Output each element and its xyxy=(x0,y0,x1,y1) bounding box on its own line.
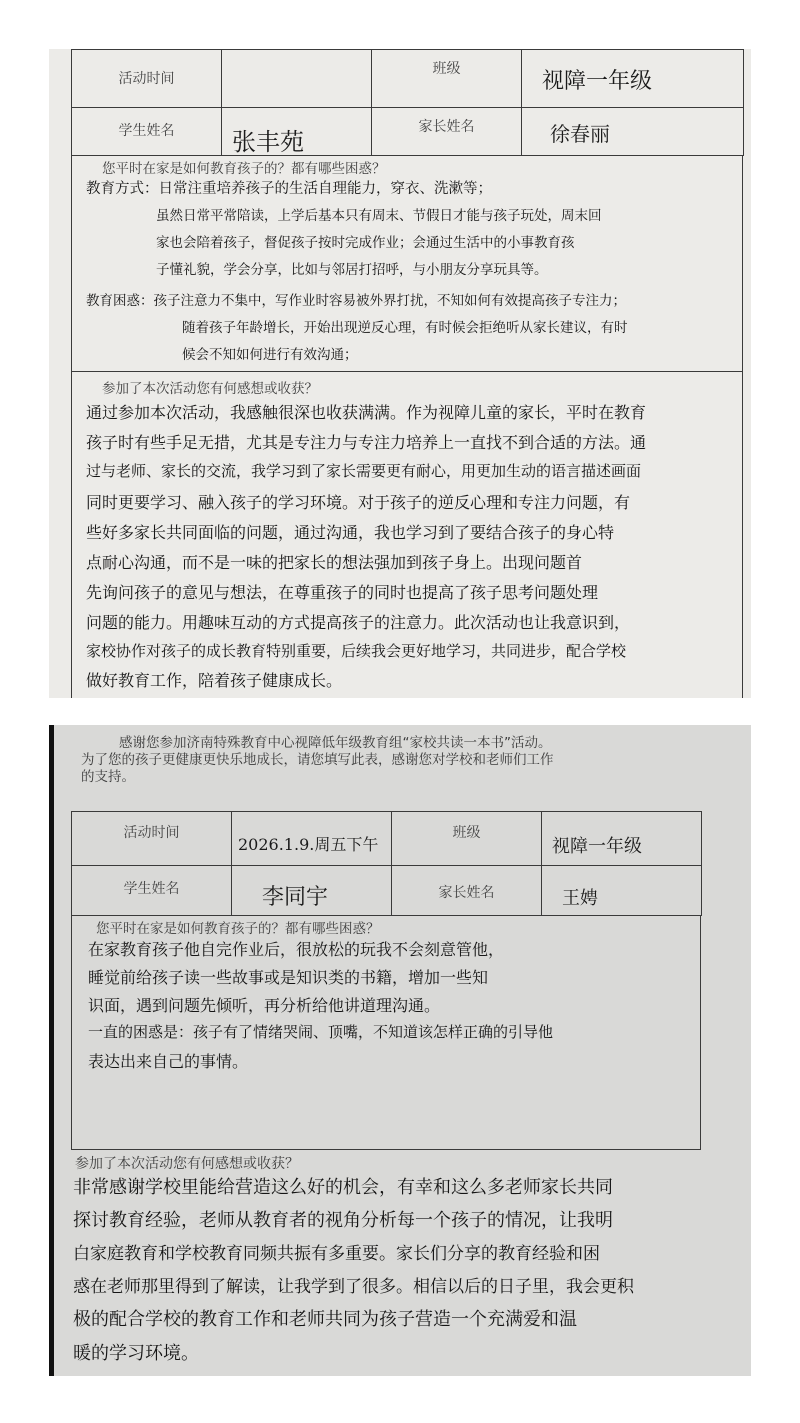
activity-time-value-cell xyxy=(232,812,392,866)
info-table-1 xyxy=(71,49,744,156)
activity-time-label: 活动时间 xyxy=(118,71,175,87)
answer-line: 一直的困惑是：孩子有了情绪哭闹、顶嘴，不知道该怎样正确的引导他 xyxy=(88,1023,554,1041)
question-1: 您平时在家是如何教育孩子的？都有哪些困惑？ xyxy=(96,921,380,937)
activity-time-label-cell xyxy=(72,812,232,866)
parent-name-value: 徐春丽 xyxy=(550,122,610,146)
section-divider xyxy=(71,1149,701,1150)
parent-value-cell xyxy=(542,866,702,916)
answer-line: 点耐心沟通，而不是一味的把家长的想法强加到孩子身上。出现问题首 xyxy=(86,553,583,572)
student-name-label: 学生姓名 xyxy=(118,123,175,139)
answer-line: 探讨教育经验，老师从教育者的视角分析每一个孩子的情况，让我明 xyxy=(73,1210,613,1231)
photo-edge xyxy=(49,725,54,1376)
answer-line: 在家教育孩子他自完作业后，很放松的玩我不会刻意管他， xyxy=(88,940,505,959)
class-value: 视障一年级 xyxy=(552,836,642,857)
answer-line: 非常感谢学校里能给营造这么好的机会，有幸和这么多老师家长共同 xyxy=(73,1177,613,1198)
intro-line: 的支持。 xyxy=(81,769,135,785)
activity-time-label-cell xyxy=(72,50,222,108)
question-2: 参加了本次活动您有何感想或收获？ xyxy=(75,1156,299,1172)
answer-line: 表达出来自己的事情。 xyxy=(88,1052,249,1071)
class-label-cell xyxy=(392,812,542,866)
student-value-cell xyxy=(232,866,392,916)
class-label: 班级 xyxy=(452,825,481,841)
intro-line: 感谢您参加济南特殊教育中心视障低年级教育组“家校共读一本书”活动。 xyxy=(119,735,552,751)
answer-line: 极的配合学校的教育工作和老师共同为孩子营造一个充满爱和温 xyxy=(73,1309,577,1330)
question-2: 参加了本次活动您有何感想或收获？ xyxy=(102,381,318,397)
answer-box-2 xyxy=(71,915,701,1149)
info-table-2 xyxy=(71,811,702,916)
answer-line: 问题的能力。用趣味互动的方式提高孩子的注意力。此次活动也让我意识到， xyxy=(86,613,631,632)
answer-line: 白家庭教育和学校教育同频共振有多重要。家长们分享的教育经验和困 xyxy=(73,1244,600,1264)
class-label-cell xyxy=(372,50,522,108)
activity-time-label: 活动时间 xyxy=(123,825,180,841)
question-1: 您平时在家是如何教育孩子的？都有哪些困惑？ xyxy=(102,161,386,177)
answer-line: 识面，遇到问题先倾听，再分析给他讲道理沟通。 xyxy=(88,996,441,1015)
parent-name-label: 家长姓名 xyxy=(438,885,495,901)
answer-line: 些好多家长共同面临的问题，通过沟通，我也学习到了要结合孩子的身心特 xyxy=(86,523,615,542)
answer-line: 孩子时有些手足无措，尤其是专注力与专注力培养上一直找不到合适的方法。通 xyxy=(86,433,647,452)
student-name-label: 学生姓名 xyxy=(123,881,180,897)
student-label-cell xyxy=(72,108,222,156)
intro-line: 为了您的孩子更健康更快乐地成长，请您填写此表，感谢您对学校和老师们工作 xyxy=(81,752,554,768)
answer-box-1 xyxy=(71,155,743,698)
answer-line: 候会不知如何进行有效沟通； xyxy=(182,347,358,363)
answer-line: 教育困惑：孩子注意力不集中，写作业时容易被外界打扰，不知如何有效提高孩子专注力； xyxy=(86,293,626,309)
answer-line: 教育方式：日常注重培养孩子的生活自理能力，穿衣、洗漱等； xyxy=(86,181,492,197)
form-photo-2 xyxy=(49,725,751,1376)
form-photo-1 xyxy=(49,49,751,698)
class-label: 班级 xyxy=(432,61,461,77)
parent-name-label: 家长姓名 xyxy=(418,119,475,135)
section-divider xyxy=(71,371,743,372)
answer-line: 虽然日常平常陪读，上学后基本只有周末、节假日才能与孩子玩处，周末回 xyxy=(156,208,602,224)
answer-line: 家校协作对孩子的成长教育特别重要，后续我会更好地学习，共同进步，配合学校 xyxy=(86,642,627,660)
activity-time-value: 2026.1.9.周五下午 xyxy=(238,835,379,854)
answer-line: 做好教育工作，陪着孩子健康成长。 xyxy=(86,671,343,690)
answer-line: 子懂礼貌，学会分享，比如与邻居打招呼，与小朋友分享玩具等。 xyxy=(156,262,548,278)
answer-line: 随着孩子年龄增长，开始出现逆反心理，有时候会拒绝听从家长建议，有时 xyxy=(182,320,628,336)
student-label-cell xyxy=(72,866,232,916)
answer-line: 同时更要学习、融入孩子的学习环境。对于孩子的逆反心理和专注力问题，有 xyxy=(86,493,631,512)
answer-line: 通过参加本次活动，我感触很深也收获满满。作为视障儿童的家长，平时在教育 xyxy=(86,403,647,422)
answer-line: 先询问孩子的意见与想法，在尊重孩子的同时也提高了孩子思考问题处理 xyxy=(86,583,599,602)
student-name-value: 李同宇 xyxy=(262,885,329,910)
answer-line: 过与老师、家长的交流，我学习到了家长需要更有耐心，用更加生动的语言描述画面 xyxy=(86,462,642,480)
answer-line: 家也会陪着孩子，督促孩子按时完成作业；会通过生活中的小事教育孩 xyxy=(156,235,575,251)
parent-value-cell xyxy=(522,108,744,156)
parent-name-value: 王娉 xyxy=(562,888,598,909)
activity-time-value-cell xyxy=(222,50,372,108)
class-value-cell xyxy=(542,812,702,866)
class-value: 视障一年级 xyxy=(542,69,653,94)
student-name-value: 张丰苑 xyxy=(232,128,304,156)
parent-label-cell xyxy=(372,108,522,156)
class-value-cell xyxy=(522,50,744,108)
answer-line: 惑在老师那里得到了解读，让我学到了很多。相信以后的日子里，我会更积 xyxy=(73,1277,634,1297)
parent-label-cell xyxy=(392,866,542,916)
answer-line: 睡觉前给孩子读一些故事或是知识类的书籍，增加一些知 xyxy=(88,968,489,987)
student-value-cell xyxy=(222,108,372,156)
answer-line: 暖的学习环境。 xyxy=(73,1343,199,1364)
